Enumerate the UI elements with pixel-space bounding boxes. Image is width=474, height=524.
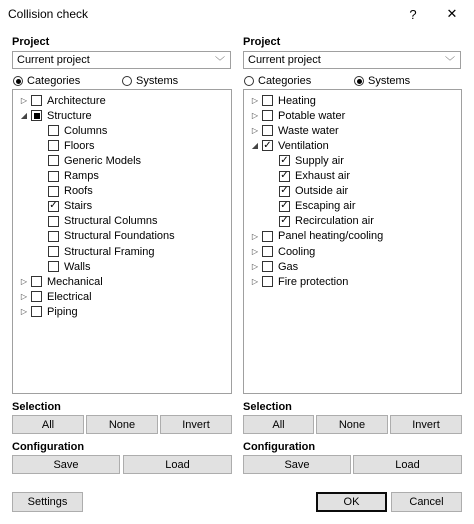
right-tree-item-label: Heating	[278, 94, 316, 107]
expand-arrow-icon[interactable]: ▷	[20, 307, 28, 317]
expand-arrow-icon[interactable]: ▷	[251, 277, 259, 287]
left-tree-item-label: Piping	[47, 305, 78, 318]
checkbox-unchecked[interactable]	[48, 186, 59, 197]
right-radio-categories-label: Categories	[258, 75, 312, 87]
left-category-tree[interactable]	[12, 89, 232, 394]
collapse-arrow-icon[interactable]: ◢	[20, 111, 28, 121]
expand-arrow-icon[interactable]: ▷	[251, 231, 259, 241]
right-tree-item[interactable]	[250, 93, 316, 108]
checkbox-checked[interactable]: ✓	[49, 200, 58, 212]
tree-indent	[36, 231, 46, 241]
expand-arrow-icon[interactable]: ▷	[251, 126, 259, 136]
help-button[interactable]	[398, 2, 428, 26]
right-configuration-label: Configuration	[243, 441, 316, 453]
left-tree-item[interactable]	[19, 304, 78, 319]
left-invert-button[interactable]: Invert	[160, 415, 232, 434]
radio-selected-icon	[13, 76, 23, 86]
checkbox-unchecked[interactable]	[31, 95, 42, 106]
right-select-all-button[interactable]: All	[243, 415, 314, 434]
tree-indent	[267, 186, 277, 196]
left-tree-item-label: Structure	[47, 109, 92, 122]
left-radio-systems[interactable]	[122, 75, 178, 87]
left-tree-item-label: Columns	[64, 124, 108, 137]
right-tree-item[interactable]	[250, 274, 348, 289]
checkbox-unchecked[interactable]	[48, 155, 59, 166]
expand-arrow-icon[interactable]: ▷	[20, 292, 28, 302]
checkbox-checked[interactable]: ✓	[263, 139, 272, 151]
right-tree-item[interactable]	[250, 108, 345, 123]
right-tree-item[interactable]	[267, 214, 374, 229]
right-tree-item-label: Gas	[278, 260, 299, 273]
left-tree-item-label: Architecture	[47, 94, 106, 107]
expand-arrow-icon[interactable]: ▷	[251, 96, 259, 105]
right-radio-categories[interactable]	[244, 75, 311, 87]
left-tree-item-label: Structural Framing	[64, 245, 155, 258]
left-tree-item[interactable]	[36, 184, 93, 199]
right-project-value: Current project	[248, 54, 321, 66]
right-project-dropdown[interactable]	[243, 51, 461, 69]
right-tree-item-label: Panel heating/cooling	[278, 230, 384, 243]
checkbox-unchecked[interactable]	[262, 276, 273, 287]
checkbox-checked[interactable]: ✓	[280, 185, 289, 197]
right-tree-item[interactable]	[267, 153, 344, 168]
right-save-button[interactable]: Save	[243, 455, 351, 474]
checkbox-unchecked[interactable]	[48, 125, 59, 136]
expand-arrow-icon[interactable]: ▷	[20, 96, 28, 105]
chevron-down-icon: ﹀	[445, 57, 455, 68]
radio-unselected-icon	[122, 76, 132, 86]
expand-arrow-icon[interactable]: ▷	[251, 247, 259, 256]
tree-indent	[36, 171, 46, 181]
tree-indent	[267, 156, 277, 166]
right-tree-item-label: Escaping air	[295, 200, 356, 213]
left-tree-item[interactable]	[19, 108, 92, 123]
left-tree-item-label: Walls	[64, 260, 91, 273]
left-tree-item-label: Ramps	[64, 170, 99, 182]
left-tree-item-label: Structural Columns	[64, 215, 158, 228]
checkbox-checked[interactable]: ✓	[280, 170, 289, 181]
left-select-none-button[interactable]: None	[86, 415, 158, 434]
left-select-all-button[interactable]: All	[12, 415, 84, 434]
tree-indent	[36, 247, 46, 257]
checkbox-unchecked[interactable]	[262, 95, 273, 106]
left-tree-item[interactable]	[36, 244, 154, 259]
tree-indent	[36, 126, 46, 136]
left-radio-systems-label: Systems	[136, 75, 179, 87]
expand-arrow-icon[interactable]: ▷	[20, 277, 28, 287]
left-project-dropdown[interactable]	[12, 51, 231, 69]
right-tree-item-label: Fire protection	[278, 275, 349, 288]
window-title: Collision check	[8, 7, 89, 21]
left-save-button[interactable]: Save	[12, 455, 120, 474]
left-tree-item[interactable]	[36, 123, 107, 138]
ok-button[interactable]: OK	[316, 492, 387, 512]
help-icon: ?	[409, 6, 417, 22]
cancel-button[interactable]: Cancel	[391, 492, 462, 512]
checkbox-unchecked[interactable]	[48, 171, 59, 182]
right-tree-item-label: Potable water	[278, 109, 346, 122]
right-system-tree[interactable]	[243, 89, 462, 394]
settings-button[interactable]: Settings	[12, 492, 83, 512]
right-tree-item-label: Ventilation	[278, 139, 329, 152]
right-radio-systems-label: Systems	[368, 75, 411, 87]
checkbox-unchecked[interactable]	[48, 140, 59, 151]
tree-indent	[267, 171, 277, 181]
left-tree-item[interactable]	[36, 229, 175, 244]
checkbox-unchecked[interactable]	[262, 125, 273, 136]
left-configuration-label: Configuration	[12, 441, 85, 453]
checkbox-checked[interactable]: ✓	[280, 200, 289, 212]
right-tree-item[interactable]	[250, 123, 339, 138]
tree-indent	[36, 186, 46, 196]
checkbox-checked[interactable]: ✓	[280, 215, 289, 227]
checkbox-unchecked[interactable]	[262, 110, 273, 121]
checkbox-unchecked[interactable]	[48, 261, 59, 272]
left-radio-categories-label: Categories	[27, 75, 81, 87]
right-selection-label: Selection	[243, 401, 292, 413]
left-tree-item[interactable]	[19, 289, 92, 304]
left-tree-item-label: Structural Foundations	[64, 230, 175, 243]
tree-indent	[267, 201, 277, 211]
right-tree-item-label: Outside air	[295, 185, 349, 198]
right-invert-button[interactable]: Invert	[390, 415, 462, 434]
left-tree-item-label: Mechanical	[47, 275, 103, 288]
checkbox-unchecked[interactable]	[48, 231, 59, 242]
tree-indent	[36, 141, 46, 151]
checkbox-checked[interactable]: ✓	[280, 154, 289, 166]
tree-indent	[36, 201, 46, 211]
checkbox-unchecked[interactable]	[262, 231, 273, 242]
left-tree-item[interactable]	[19, 274, 103, 289]
right-tree-item[interactable]	[250, 229, 383, 244]
left-tree-item[interactable]	[36, 138, 95, 153]
checkbox-unchecked[interactable]	[48, 246, 59, 257]
left-tree-item[interactable]	[36, 259, 90, 274]
tree-indent	[36, 216, 46, 226]
left-selection-label: Selection	[12, 401, 61, 413]
left-load-button[interactable]: Load	[123, 455, 232, 474]
left-tree-item-label: Stairs	[64, 200, 93, 213]
right-tree-item-label: Waste water	[278, 124, 339, 137]
right-tree-item[interactable]	[250, 138, 329, 153]
right-tree-item[interactable]	[267, 184, 348, 199]
left-tree-item-label: Generic Models	[64, 154, 142, 167]
left-tree-item-label: Floors	[64, 139, 95, 152]
checkbox-unchecked[interactable]	[262, 261, 273, 272]
left-tree-item[interactable]	[36, 153, 141, 168]
right-tree-item[interactable]	[267, 169, 350, 184]
right-tree-item-label: Cooling	[278, 245, 316, 258]
left-tree-item-label: Electrical	[47, 290, 92, 303]
expand-arrow-icon[interactable]: ▷	[251, 111, 259, 121]
left-project-label: Project	[12, 36, 50, 48]
left-tree-item[interactable]	[19, 93, 106, 108]
radio-selected-icon	[354, 76, 364, 86]
tree-indent	[36, 156, 46, 166]
collapse-arrow-icon[interactable]: ◢	[251, 141, 259, 151]
left-tree-item[interactable]	[36, 199, 92, 214]
left-project-value: Current project	[17, 54, 90, 66]
checkbox-unchecked[interactable]	[31, 306, 42, 317]
left-tree-item[interactable]	[36, 214, 158, 229]
right-radio-systems[interactable]	[354, 75, 410, 87]
checkbox-partial[interactable]	[31, 110, 42, 121]
checkbox-unchecked[interactable]	[31, 276, 42, 287]
right-tree-item[interactable]	[267, 199, 356, 214]
checkbox-unchecked[interactable]	[262, 246, 273, 257]
right-tree-item-label: Recirculation air	[295, 215, 374, 228]
radio-unselected-icon	[244, 76, 254, 86]
right-tree-item[interactable]	[250, 244, 315, 259]
right-tree-item[interactable]	[250, 259, 298, 274]
checkbox-unchecked[interactable]	[48, 216, 59, 227]
right-tree-item-label: Exhaust air	[295, 170, 351, 182]
close-icon: ✕	[446, 6, 458, 21]
checkbox-unchecked[interactable]	[31, 291, 42, 302]
expand-arrow-icon[interactable]: ▷	[251, 262, 259, 272]
right-select-none-button[interactable]: None	[316, 415, 388, 434]
right-project-label: Project	[243, 36, 281, 48]
right-load-button[interactable]: Load	[353, 455, 462, 474]
close-button[interactable]	[437, 2, 467, 26]
left-radio-categories[interactable]	[13, 75, 80, 87]
tree-indent	[36, 262, 46, 272]
left-tree-item[interactable]	[36, 169, 99, 184]
left-tree-item-label: Roofs	[64, 185, 93, 198]
tree-indent	[267, 216, 277, 226]
right-tree-item-label: Supply air	[295, 154, 344, 167]
chevron-down-icon: ﹀	[215, 57, 225, 68]
